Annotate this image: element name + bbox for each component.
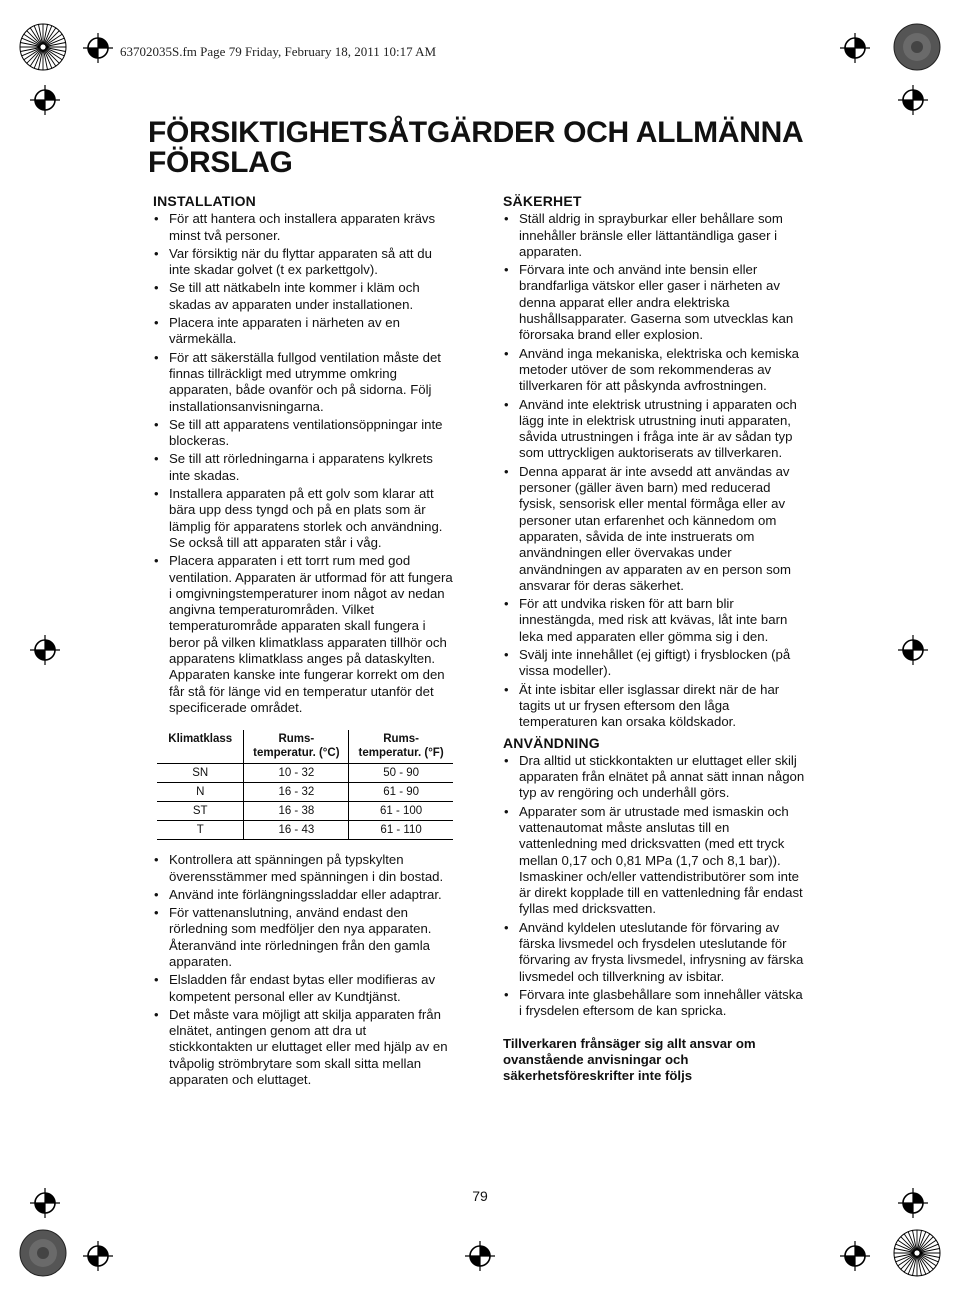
table-cell: SN xyxy=(157,764,244,783)
list-item: • Förvara inte glasbehållare som innehåller vätska i frysdelen eftersom de kan spricka. xyxy=(503,987,808,1020)
list-item: • Dra alltid ut stickkontakten ur eluttaget eller skilj apparaten från elnätet på annat sätt innan någon typ av rengöring och underhåll görs. xyxy=(503,753,808,802)
list-item: • Ställ aldrig in sprayburkar eller behållare som innehåller bränsle eller lättantändliga gaser i apparaten. xyxy=(503,211,808,260)
list-item: • Se till att nätkabeln inte kommer i kläm och skadas av apparaten under installationen. xyxy=(153,280,453,313)
list-item: • Använd inte förlängningssladdar eller adaptrar. xyxy=(153,887,453,903)
table-cell: 61 - 90 xyxy=(349,783,453,802)
file-header: 63702035S.fm Page 79 Friday, February 18, 2011 10:17 AM xyxy=(120,44,437,59)
crosshair-registration-icon xyxy=(465,1241,495,1271)
crosshair-registration-icon xyxy=(30,635,60,665)
table-row xyxy=(157,821,453,840)
list-item: • Använd inga mekaniska, elektriska och kemiska metoder utöver de som rekommenderas av tillverkaren för att påskynda avfrostningen. xyxy=(503,346,808,395)
crosshair-registration-icon xyxy=(840,33,870,63)
list-item: • Placera apparaten i ett torrt rum med god ventilation. Apparaten är utformad för att fungera i omgivningstemperaturer inom något av nedan angivna temperaturområden. Vilket temperaturområde apparaten skall fungera i beror på vilken klimatklass apparaten tillhör och apparatens klimatklass anges på dataskylten. Apparaten kanske inte fungerar korrekt om den får stå för länge vid en temperatur utanför det specificerade området. xyxy=(153,553,453,716)
list-item: • Ät inte isbitar eller isglassar direkt när de har tagits ut ur frysen eftersom den låga temperaturen kan orsaka köldskador. xyxy=(503,682,808,731)
table-row xyxy=(157,802,453,821)
table-cell: 16 - 43 xyxy=(244,821,349,840)
list-item: • Placera inte apparaten i närheten av en värmekälla. xyxy=(153,315,453,348)
list-item: • Använd kyldelen uteslutande för förvaring av färska livsmedel och frysdelen uteslutande för förvaring av frysta livsmedel, infrysning av färska livsmedel och tillverkning av isbitar. xyxy=(503,920,808,985)
crosshair-registration-icon xyxy=(83,1241,113,1271)
crosshair-registration-icon xyxy=(83,33,113,63)
list-item: • Se till att rörledningarna i apparatens kylkrets inte skadas. xyxy=(153,451,453,484)
table-cell: 16 - 38 xyxy=(244,802,349,821)
climate-class-table xyxy=(157,730,453,840)
gray-disc-registration-icon xyxy=(892,22,942,72)
column-header-climate-class: Klimatklass xyxy=(157,730,244,764)
table-cell: T xyxy=(157,821,244,840)
sunburst-registration-icon xyxy=(18,22,68,72)
right-column xyxy=(503,193,808,1084)
installation-list xyxy=(153,211,453,716)
list-item: • Förvara inte och använd inte bensin eller brandfarliga vätskor eller gaser i närheten av denna apparat eller andra elektriska hushållsapparater. Gaserna som utvecklas kan förorsaka brand eller explosion. xyxy=(503,262,808,343)
list-item: • Var försiktig när du flyttar apparaten så att du inte skadar golvet (t ex parkettgolv). xyxy=(153,246,453,279)
list-item: • Apparater som är utrustade med ismaskin och vattenautomat måste anslutas till en vattenledning med dricksvatten (med ett tryck mellan 0,17 och 0,81 MPa (1,7 och 8,1 bar)). Ismaskiner och/eller vattendistributörer som inte är direkt kopplade till en vattenledning får endast fyllas med dricksvatten. xyxy=(503,804,808,918)
table-cell: 50 - 90 xyxy=(349,764,453,783)
list-item: • Använd inte elektrisk utrustning i apparaten och lägg inte in elektrisk utrustning inuti apparaten, såvida utrustningen i fråga inte är av sådan typ som uttryckligen auktoriserats av tillverkaren. xyxy=(503,397,808,462)
table-header-row xyxy=(157,730,453,764)
installation-heading: INSTALLATION xyxy=(153,193,256,209)
electrical-list xyxy=(153,852,453,1088)
list-item: • Svälj inte innehållet (ej giftigt) i frysblocken (på vissa modeller). xyxy=(503,647,808,680)
crosshair-registration-icon xyxy=(898,85,928,115)
crosshair-registration-icon xyxy=(30,85,60,115)
list-item: • Elsladden får endast bytas eller modifieras av kompetent personal eller av Kundtjänst. xyxy=(153,972,453,1005)
list-item: • För att säkerställa fullgod ventilation måste det finnas tillräckligt med utrymme omkring apparaten, både ovanför och på sidorna. Följ installationsanvisningarna. xyxy=(153,350,453,415)
table-row xyxy=(157,764,453,783)
page-number: 79 xyxy=(472,1188,488,1204)
crosshair-registration-icon xyxy=(840,1241,870,1271)
list-item: • För vattenanslutning, använd endast den rörledning som medföljer den nya apparaten. Återanvänd inte rörledningen från den gamla apparaten. xyxy=(153,905,453,970)
list-item: • Se till att apparatens ventilationsöppningar inte blockeras. xyxy=(153,417,453,450)
list-item: • För att undvika risken för att barn blir innestängda, med risk att kvävas, låt inte barn leka med apparaten eller gömma sig i den. xyxy=(503,596,808,645)
page-title: FÖRSIKTIGHETSÅTGÄRDER OCH ALLMÄNNA FÖRSLAG xyxy=(148,116,803,179)
usage-heading: ANVÄNDNING xyxy=(503,734,600,751)
table-cell: 10 - 32 xyxy=(244,764,349,783)
list-item: • Denna apparat är inte avsedd att användas av personer (gäller även barn) med reducerad fysisk, sensorisk eller mental förmåga eller av personer utan erfarenhet och kännedom om apparaten, såvida de inte instruerats om användningen eller övervakas under användningen av apparaten av en person som ansvarar för deras säkerhet. xyxy=(503,464,808,594)
sunburst-registration-icon xyxy=(892,1228,942,1278)
list-item: • Installera apparaten på ett golv som klarar att bära upp dess tyngd och på en plats som är lämplig för apparatens storlek och användning. Se också till att apparaten står i våg. xyxy=(153,486,453,551)
list-item: • För att hantera och installera apparaten krävs minst två personer. xyxy=(153,211,453,244)
safety-list xyxy=(503,211,808,730)
table-cell: 61 - 110 xyxy=(349,821,453,840)
table-cell: N xyxy=(157,783,244,802)
table-cell: 16 - 32 xyxy=(244,783,349,802)
column-header-temp-f: Rums- temperatur. (°F) xyxy=(349,730,453,764)
crosshair-registration-icon xyxy=(898,635,928,665)
list-item: • Kontrollera att spänningen på typskylten överensstämmer med spänningen i din bostad. xyxy=(153,852,453,885)
list-item: • Det måste vara möjligt att skilja apparaten från elnätet, antingen genom att dra ut stickkontakten ur eluttaget eller med hjälp av en tvåpolig strömbrytare som skall sitta mellan apparaten och eluttaget. xyxy=(153,1007,453,1088)
column-header-temp-c: Rums- temperatur. (°C) xyxy=(244,730,349,764)
table-cell: 61 - 100 xyxy=(349,802,453,821)
safety-heading: SÄKERHET xyxy=(503,193,582,209)
manufacturer-disclaimer: Tillverkaren frånsäger sig allt ansvar om ovanstående anvisningar och säkerhetsföreskrifter inte följs xyxy=(503,1035,756,1083)
left-column xyxy=(153,193,453,1090)
table-row xyxy=(157,783,453,802)
gray-disc-registration-icon xyxy=(18,1228,68,1278)
usage-list xyxy=(503,753,808,1020)
table-cell: ST xyxy=(157,802,244,821)
